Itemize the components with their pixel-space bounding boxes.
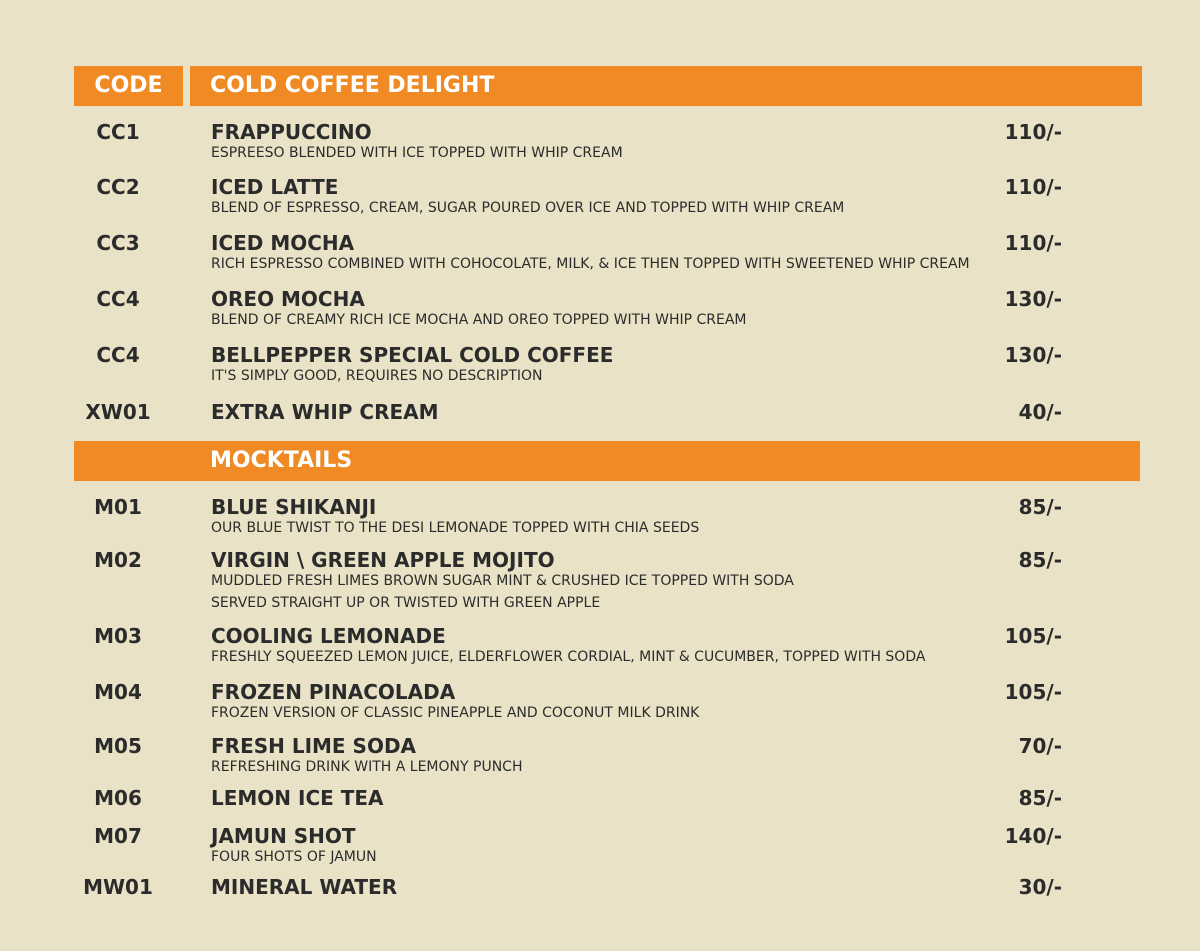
item-price: 130/- [1004, 287, 1062, 311]
item-name: ICED LATTE [211, 175, 339, 199]
item-name: OREO MOCHA [211, 287, 365, 311]
item-code: M07 [94, 824, 142, 848]
item-price: 85/- [1018, 786, 1062, 810]
item-code: CC2 [96, 175, 140, 199]
item-description: IT'S SIMPLY GOOD, REQUIRES NO DESCRIPTION [211, 368, 543, 384]
item-name: MINERAL WATER [211, 875, 398, 899]
item-description: BLEND OF ESPRESSO, CREAM, SUGAR POURED OVER ICE AND TOPPED WITH WHIP CREAM [211, 200, 845, 216]
item-price: 130/- [1004, 343, 1062, 367]
item-price: 110/- [1004, 120, 1062, 144]
item-code: M02 [94, 548, 142, 572]
item-code: CC1 [96, 120, 140, 144]
item-name: VIRGIN \ GREEN APPLE MOJITO [211, 548, 555, 572]
item-price: 85/- [1018, 548, 1062, 572]
item-description: FOUR SHOTS OF JAMUN [211, 849, 377, 865]
mocktails-section-header: MOCKTAILS [74, 441, 1140, 481]
item-price: 110/- [1004, 175, 1062, 199]
item-code: MW01 [83, 875, 153, 899]
item-code: M06 [94, 786, 142, 810]
item-price: 140/- [1004, 824, 1062, 848]
item-price: 85/- [1018, 495, 1062, 519]
item-description: ESPREESO BLENDED WITH ICE TOPPED WITH WHIP CREAM [211, 145, 623, 161]
item-price: 70/- [1018, 734, 1062, 758]
item-code: M04 [94, 680, 142, 704]
item-code: M01 [94, 495, 142, 519]
item-code: CC4 [96, 287, 140, 311]
item-name: FRESH LIME SODA [211, 734, 417, 758]
item-price: 40/- [1018, 400, 1062, 424]
item-code: CC4 [96, 343, 140, 367]
item-code: CC3 [96, 231, 140, 255]
item-name: FROZEN PINACOLADA [211, 680, 456, 704]
item-description-line-2: SERVED STRAIGHT UP OR TWISTED WITH GREEN APPLE [211, 595, 601, 611]
item-description: BLEND OF CREAMY RICH ICE MOCHA AND OREO TOPPED WITH WHIP CREAM [211, 312, 747, 328]
item-description: FRESHLY SQUEEZED LEMON JUICE, ELDERFLOWER CORDIAL, MINT & CUCUMBER, TOPPED WITH SODA [211, 649, 926, 665]
code-column-header: CODE [74, 66, 183, 106]
item-description: MUDDLED FRESH LIMES BROWN SUGAR MINT & CRUSHED ICE TOPPED WITH SODA [211, 573, 794, 589]
item-price: 30/- [1018, 875, 1062, 899]
item-description: REFRESHING DRINK WITH A LEMONY PUNCH [211, 759, 523, 775]
cold-coffee-section-header: COLD COFFEE DELIGHT [190, 66, 1142, 106]
item-name: FRAPPUCCINO [211, 120, 372, 144]
item-description: OUR BLUE TWIST TO THE DESI LEMONADE TOPPED WITH CHIA SEEDS [211, 520, 700, 536]
item-name: ICED MOCHA [211, 231, 355, 255]
item-code: M05 [94, 734, 142, 758]
item-description: FROZEN VERSION OF CLASSIC PINEAPPLE AND COCONUT MILK DRINK [211, 705, 700, 721]
item-price: 110/- [1004, 231, 1062, 255]
item-name: EXTRA WHIP CREAM [211, 400, 439, 424]
item-code: XW01 [85, 400, 151, 424]
item-description: RICH ESPRESSO COMBINED WITH COHOCOLATE, MILK, & ICE THEN TOPPED WITH SWEETENED WHIP CREAM [211, 256, 970, 272]
item-name: JAMUN SHOT [211, 824, 356, 848]
item-code: M03 [94, 624, 142, 648]
item-name: COOLING LEMONADE [211, 624, 446, 648]
item-name: BELLPEPPER SPECIAL COLD COFFEE [211, 343, 614, 367]
item-name: BLUE SHIKANJI [211, 495, 377, 519]
item-price: 105/- [1004, 680, 1062, 704]
item-name: LEMON ICE TEA [211, 786, 384, 810]
item-price: 105/- [1004, 624, 1062, 648]
